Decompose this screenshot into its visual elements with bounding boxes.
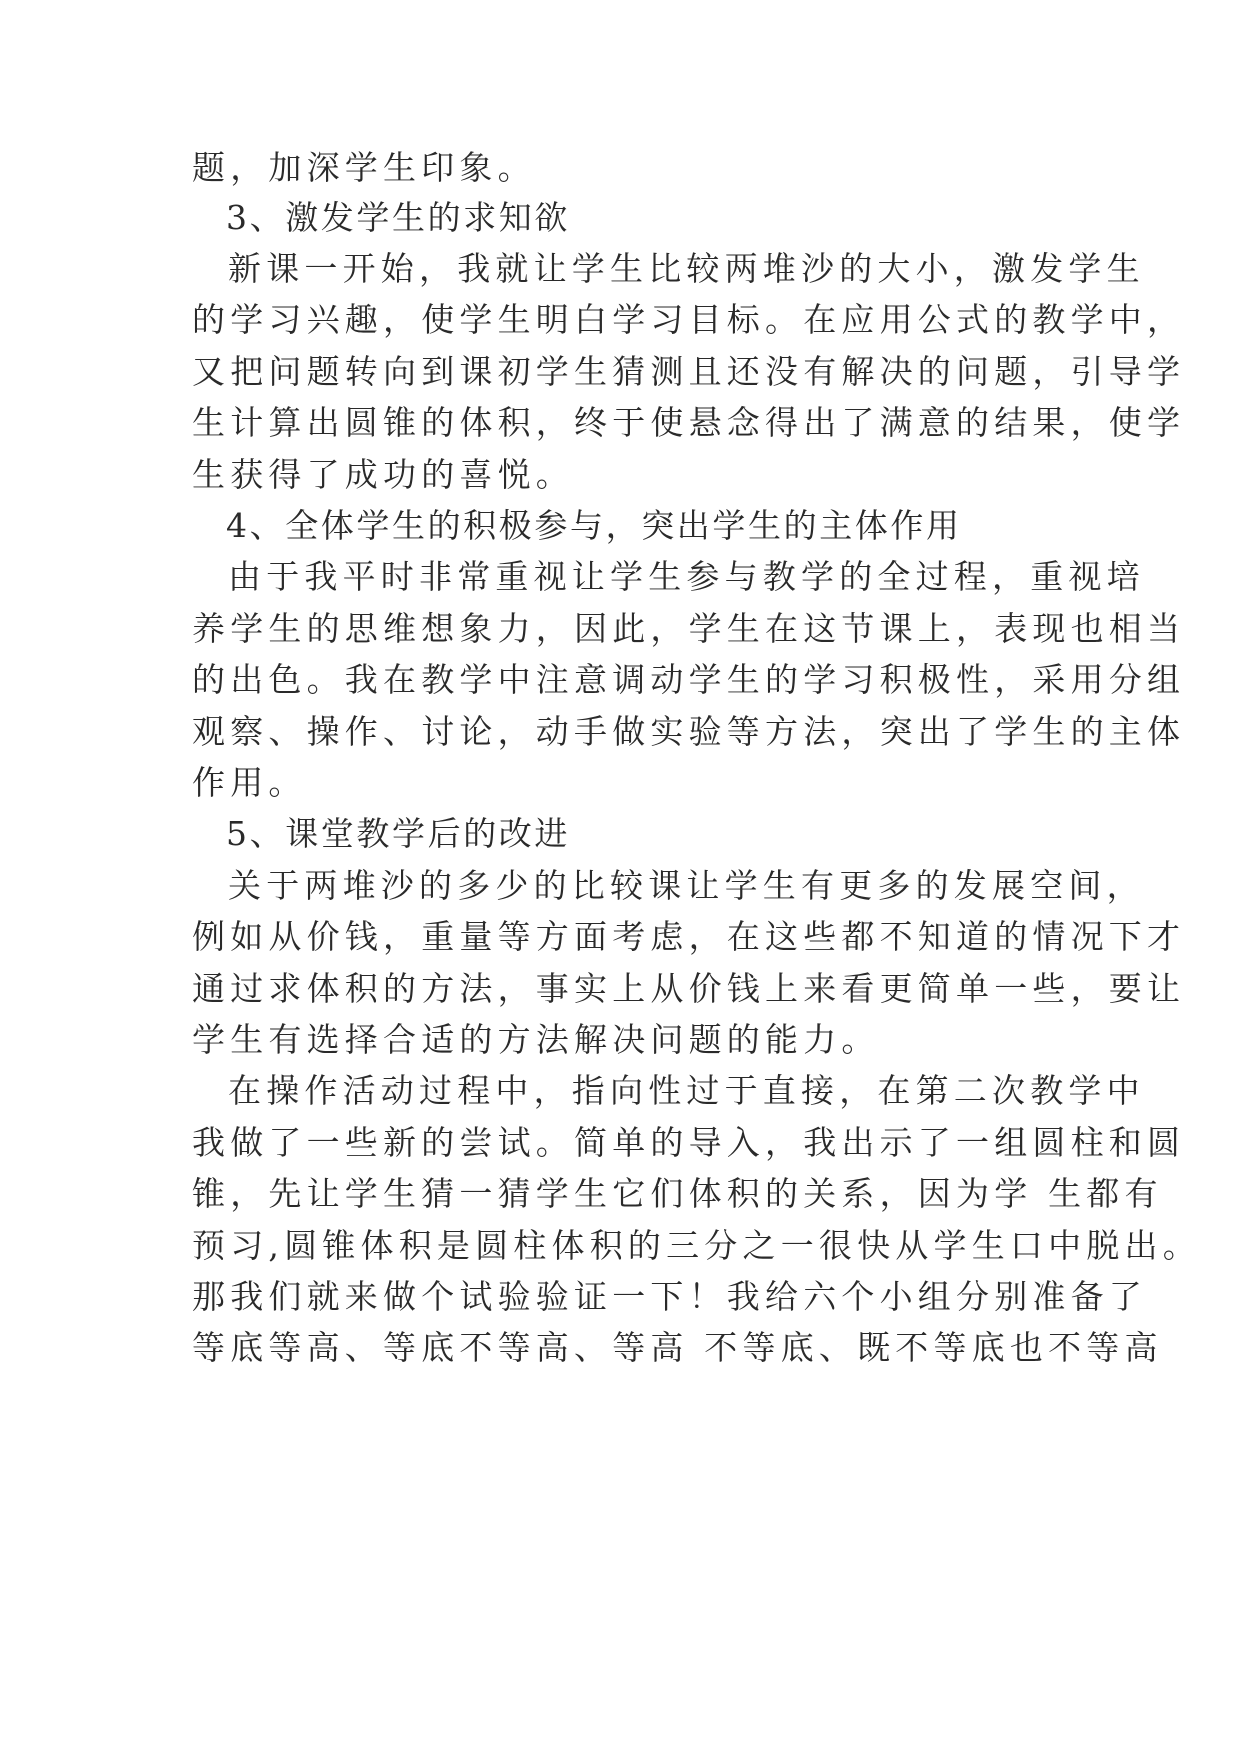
paragraph-line-13: 例如从价钱，重量等方面考虑，在这些都不知道的情况下才 xyxy=(192,917,1186,956)
paragraph-line-15: 学生有选择合适的方法解决问题的能力。 xyxy=(192,1020,880,1059)
paragraph-line-4: 又把问题转向到课初学生猜测且还没有解决的问题，引导学 xyxy=(192,352,1186,391)
paragraph-line-10: 观察、操作、讨论，动手做实验等方法，突出了学生的主体 xyxy=(192,712,1186,751)
section-heading-4: 4、全体学生的积极参与，突出学生的主体作用 xyxy=(226,506,962,545)
paragraph-line-14: 通过求体积的方法，事实上从价钱上来看更简单一些，要让 xyxy=(192,969,1186,1008)
paragraph-line-19: 预习,圆锥体积是圆柱体积的三分之一很快从学生口中脱出。 xyxy=(192,1226,1201,1265)
paragraph-line-18: 锥，先让学生猜一猜学生它们体积的关系，因为学 生都有 xyxy=(192,1174,1163,1213)
paragraph-line-20: 那我们就来做个试验验证一下！我给六个小组分别准备了 xyxy=(192,1277,1147,1316)
paragraph-line-12: 关于两堆沙的多少的比较课让学生有更多的发展空间， xyxy=(228,866,1145,905)
paragraph-line-8: 养学生的思维想象力，因此，学生在这节课上，表现也相当 xyxy=(192,609,1186,648)
paragraph-line-7: 由于我平时非常重视让学生参与教学的全过程，重视培 xyxy=(228,557,1145,596)
paragraph-line-17: 我做了一些新的尝试。简单的导入，我出示了一组圆柱和圆 xyxy=(192,1123,1186,1162)
paragraph-line-9: 的出色。我在教学中注意调动学生的学习积极性，采用分组 xyxy=(192,660,1186,699)
paragraph-line-5: 生计算出圆锥的体积，终于使悬念得出了满意的结果，使学 xyxy=(192,403,1186,442)
paragraph-line-3: 的学习兴趣，使学生明白学习目标。在应用公式的教学中， xyxy=(192,300,1186,339)
paragraph-line-11: 作用。 xyxy=(192,763,307,802)
paragraph-line-21: 等底等高、等底不等高、等高 不等底、既不等底也不等高 xyxy=(192,1328,1163,1367)
paragraph-line-1: 题，加深学生印象。 xyxy=(192,148,536,187)
paragraph-line-6: 生获得了成功的喜悦。 xyxy=(192,455,574,494)
paragraph-line-2: 新课一开始，我就让学生比较两堆沙的大小，激发学生 xyxy=(228,249,1145,288)
section-heading-3: 3、激发学生的求知欲 xyxy=(226,198,570,237)
paragraph-line-16: 在操作活动过程中，指向性过于直接，在第二次教学中 xyxy=(228,1071,1145,1110)
section-heading-5: 5、课堂教学后的改进 xyxy=(226,814,570,853)
